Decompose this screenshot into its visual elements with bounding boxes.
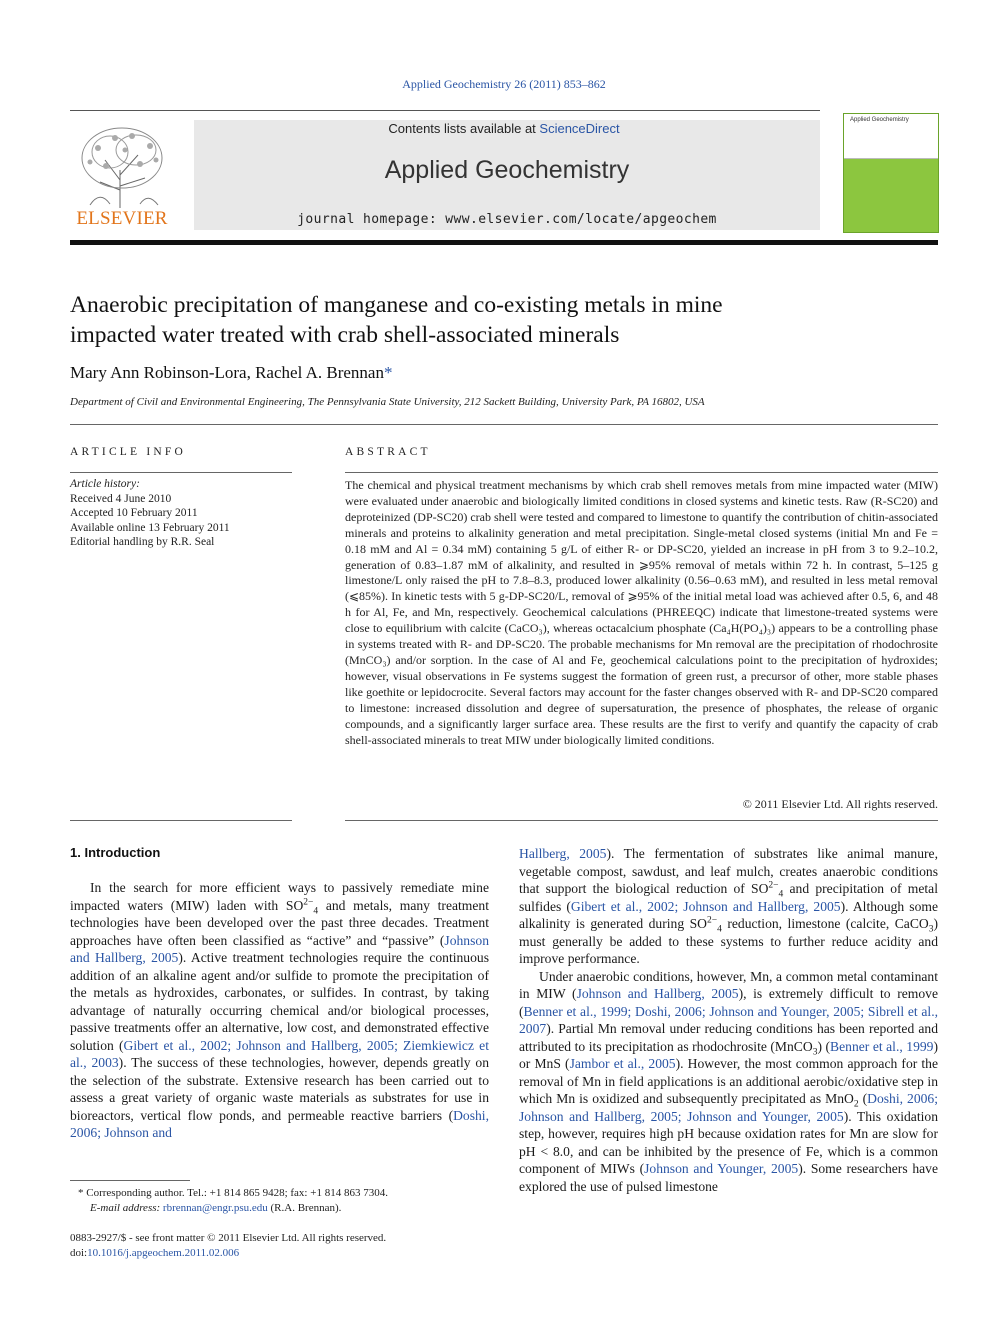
- issn-doi-block: [70, 1231, 490, 1261]
- journal-homepage: [194, 212, 820, 227]
- journal-cover-thumbnail[interactable]: [843, 113, 939, 233]
- abstract-bottom-rule: [345, 820, 938, 821]
- intro-column-right: [519, 845, 938, 1195]
- abstract-rule: [345, 472, 938, 473]
- doi-line: doi:10.1016/j.apgeochem.2011.02.006: [70, 1247, 240, 1259]
- doi-link[interactable]: 10.1016/j.apgeochem.2011.02.006: [87, 1247, 240, 1259]
- history-label: Article history:: [70, 478, 140, 490]
- email-link[interactable]: rbrennan@engr.psu.edu: [162, 1202, 268, 1214]
- intro-paragraph-1-cont: Hallberg, 2005). The fermentation of substrates like animal manure, vegetable compost, sawdust, and leaf mulch, creates anaerobic conditions that support the biological reduction of $SO^{2-}_4$ and precipitation of metal sulfides (Gibert et al., 2002; Johnson and Hallberg, 2005). Although some alkalinity is generated during $SO^{2-}_4$ reduction, limestone (calcite, CaCO$_3$) must generally be added to these systems to further reduce acidity and improve performance.: [519, 846, 939, 966]
- history-online: Available online 13 February 2011: [70, 521, 230, 534]
- sulfate-index-3: $^{2-}_4$: [706, 915, 722, 935]
- intro-column-left: [70, 879, 489, 1142]
- article-title: [70, 290, 910, 350]
- article-info-rule: [70, 472, 292, 473]
- corresponding-author-mark[interactable]: *: [383, 363, 393, 382]
- sulfate-index: $^{2-}_4$: [303, 896, 319, 917]
- authors-text: Mary Ann Robinson-Lora, Rachel A. Brennan: [70, 363, 384, 382]
- abstract-heading: ABSTRACT: [345, 446, 431, 458]
- ref-benner-1999[interactable]: Benner et al., 1999: [830, 1038, 934, 1054]
- ref-doshi-johnson-younger[interactable]: Doshi, 2006; Johnson and Hallberg, 2005; Johnson and Younger, 2005: [519, 1091, 938, 1124]
- history-handling: Editorial handling by R.R. Seal: [70, 536, 215, 548]
- cover-top: [844, 114, 938, 159]
- ref-gibert-johnson-ziemkiewicz[interactable]: Gibert et al., 2002; Johnson and Hallberg, 2005; Ziemkiewicz et al., 2003: [70, 1037, 489, 1070]
- cover-title: Applied Geochemistry: [850, 117, 909, 123]
- ref-johnson-younger-2005[interactable]: Johnson and Younger, 2005: [644, 1161, 799, 1176]
- title-line-2: impacted water treated with crab shell-associated minerals: [70, 322, 620, 348]
- abstract-copyright: © 2011 Elsevier Ltd. All rights reserved.: [742, 797, 938, 811]
- ref-johnson-hallberg-2005-b[interactable]: Johnson and Hallberg, 2005: [576, 986, 739, 1001]
- title-line-1: Anaerobic precipitation of manganese and co-existing metals in mine: [70, 292, 723, 318]
- article-history: [70, 477, 292, 550]
- journal-name: Applied Geochemistry: [384, 156, 630, 184]
- history-received: Received 4 June 2010: [70, 492, 172, 505]
- homepage-url[interactable]: www.elsevier.com/locate/apgeochem: [445, 212, 717, 227]
- footnote-corresponding: * Corresponding author. Tel.: +1 814 865 9428; fax: +1 814 863 7304.: [78, 1187, 388, 1199]
- corresponding-footnote: [70, 1186, 490, 1216]
- ref-gibert-johnson-2005[interactable]: Gibert et al., 2002; Johnson and Hallberg, 2005: [570, 898, 841, 914]
- publisher-name: ELSEVIER: [76, 208, 168, 229]
- contents-prefix: Contents lists available at: [388, 121, 540, 136]
- author-list: [70, 363, 392, 383]
- ref-hallberg-2005[interactable]: Hallberg, 2005: [519, 846, 607, 861]
- ref-doshi-johnson[interactable]: Doshi, 2006; Johnson and: [70, 1107, 489, 1140]
- affiliation-rule: [70, 424, 938, 425]
- intro-paragraph-1: In the search for more efficient ways to passively remediate mine impacted waters (MIW) laden with $SO^{2-}_4$ and metals, many treatment technologies have been developed over the past three decades. Treatment approaches have often been classified as “active” and “passive” (Johnson and Hallberg, 2005). Active treatment technologies require the continuous addition of an alkaline agent and/or sulfide to promote the precipitation of the metals as hydroxides, carbonates, or sulfides. In contrast, by taking advantage of naturally occurring chemical and/or biological processes, passive treatments offer an alternative, low cost, and demonstrated effective solution (Gibert et al., 2002; Johnson and Hallberg, 2005; Ziemkiewicz et al., 2003). The success of these technologies, however, depends greatly on the selection of the substrate. Extensive research has been carried out to assess a great variety of organic waste materials as substrates for use in bioreactors, vertical flow ponds, and permeable reactive barriers (Doshi, 2006; Johnson and: [70, 880, 489, 1140]
- contents-line: [194, 121, 814, 136]
- homepage-prefix: journal homepage:: [297, 212, 446, 227]
- intro-heading: 1. Introduction: [70, 845, 161, 860]
- article-info-bottom-rule: [70, 820, 292, 821]
- header-thick-rule: [70, 240, 938, 245]
- affiliation: Department of Civil and Environmental Engineering, The Pennsylvania State University, 212 Sackett Building, University Park, PA 16802, USA: [70, 396, 705, 408]
- sulfate-index-2: $^{2-}_4$: [768, 880, 784, 900]
- header-top-rule: [70, 110, 820, 111]
- sciencedirect-link[interactable]: ScienceDirect: [539, 121, 620, 136]
- footnote-rule: [70, 1180, 190, 1181]
- ref-jambor-2005[interactable]: Jambor et al., 2005: [569, 1056, 676, 1071]
- journal-citation[interactable]: Applied Geochemistry 26 (2011) 853–862: [402, 77, 606, 91]
- intro-paragraph-2: Under anaerobic conditions, however, Mn, a common metal contaminant in MIW (Johnson and Hallberg, 2005), is extremely difficult to remove (Benner et al., 1999; Doshi, 2006; Johnson and Younger, 2005; Sibrell et al., 2007). Partial Mn removal under reducing conditions has been reported and attributed to its precipitation as rhodochrosite (MnCO$_3$) (Benner et al., 1999) or MnS (Jambor et al., 2005). However, the most common approach for the removal of Mn in field applications is an additional aerobic/oxidative step in which Mn is oxidized and subsequently precipitated as MnO$_2$ (Doshi, 2006; Johnson and Hallberg, 2005; Johnson and Younger, 2005). This oxidation step, however, requires high pH because oxidation rates for Mn are slow for pH < 8.0, and can be inhibited by the presence of Fe, which is a common component of MIWs (Johnson and Younger, 2005). Some researchers have explored the use of pulsed limestone: [519, 968, 939, 1194]
- abstract-text: The chemical and physical treatment mechanisms by which crab shell removes metals from mine impacted water (MIW) were evaluated under anaerobic and biologically limited conditions in closed systems and kinetic tests. Raw (R-SC20) and deproteinized (DP-SC20) crab shell were tested and compared to limestone to quantify the contribution of chitin-associated minerals and proteins to alkalinity generation and metal precipitation. Single-metal closed systems (initial Mn and Fe = 0.18 mM and Al = 0.34 mM) containing 5 g/L of either R- or DP-SC20, yielded an increase in pH from 3 to 9.2–10.2, generation of 0.83–1.87 mM of alkalinity, and resulted in ⩾95% removal of metals within 72 h. In contrast, 5–125 g limestone/L only raised the pH to 7.8–8.3, produced lower alkalinity (0.56–0.63 mM), and resulted in less metal removal (⩽85%). In kinetic tests with 5 g-DP-SC20/L, removal of ⩾95% of the initial metal load was achieved after 0.5, 6, and 48 h for Al, Fe, and Mn, respectively. Geochemical calculations (PHREEQC) indicate that limestone-treated systems were close to equilibrium with calcite (CaCO₃), whereas octacalcium phosphate (Ca₄H(PO₄)₃) appears to be a controlling phase in systems treated with R- and DP-SC20. The probable mechanisms for Mn removal are the precipitation of rhodochrosite (MnCO₃) and/or sorption. In the case of Al and Fe, geochemical calculations point to the precipitation of hydroxides; however, visual observations in Fe systems suggest the formation of green rust, a precursor of other, more stable phases like goethite or lepidocrocite. Several factors may account for the faster changes observed with R- and DP-SC20 compared to limestone: increased dissolution and degree of supersaturation, the presence of phosphates, the release of organic compounds, and a significantly larger surface area. These results are the first to verify and quantify the capacity of crab shell-associated minerals to treat MIW under biologically limited conditions.: [345, 478, 938, 747]
- article-info-heading: ARTICLE INFO: [70, 446, 186, 458]
- footnote-email: E-mail address: rbrennan@engr.psu.edu (R.A. Brennan).: [90, 1202, 342, 1214]
- ref-johnson-hallberg-2005[interactable]: Johnson and Hallberg, 2005: [70, 932, 489, 965]
- issn-line: 0883-2927/$ - see front matter © 2011 Elsevier Ltd. All rights reserved.: [70, 1232, 387, 1244]
- history-accepted: Accepted 10 February 2011: [70, 507, 198, 519]
- ref-benner-doshi-johnson-sibrell[interactable]: Benner et al., 1999; Doshi, 2006; Johnson and Younger, 2005; Sibrell et al., 2007: [519, 1003, 938, 1036]
